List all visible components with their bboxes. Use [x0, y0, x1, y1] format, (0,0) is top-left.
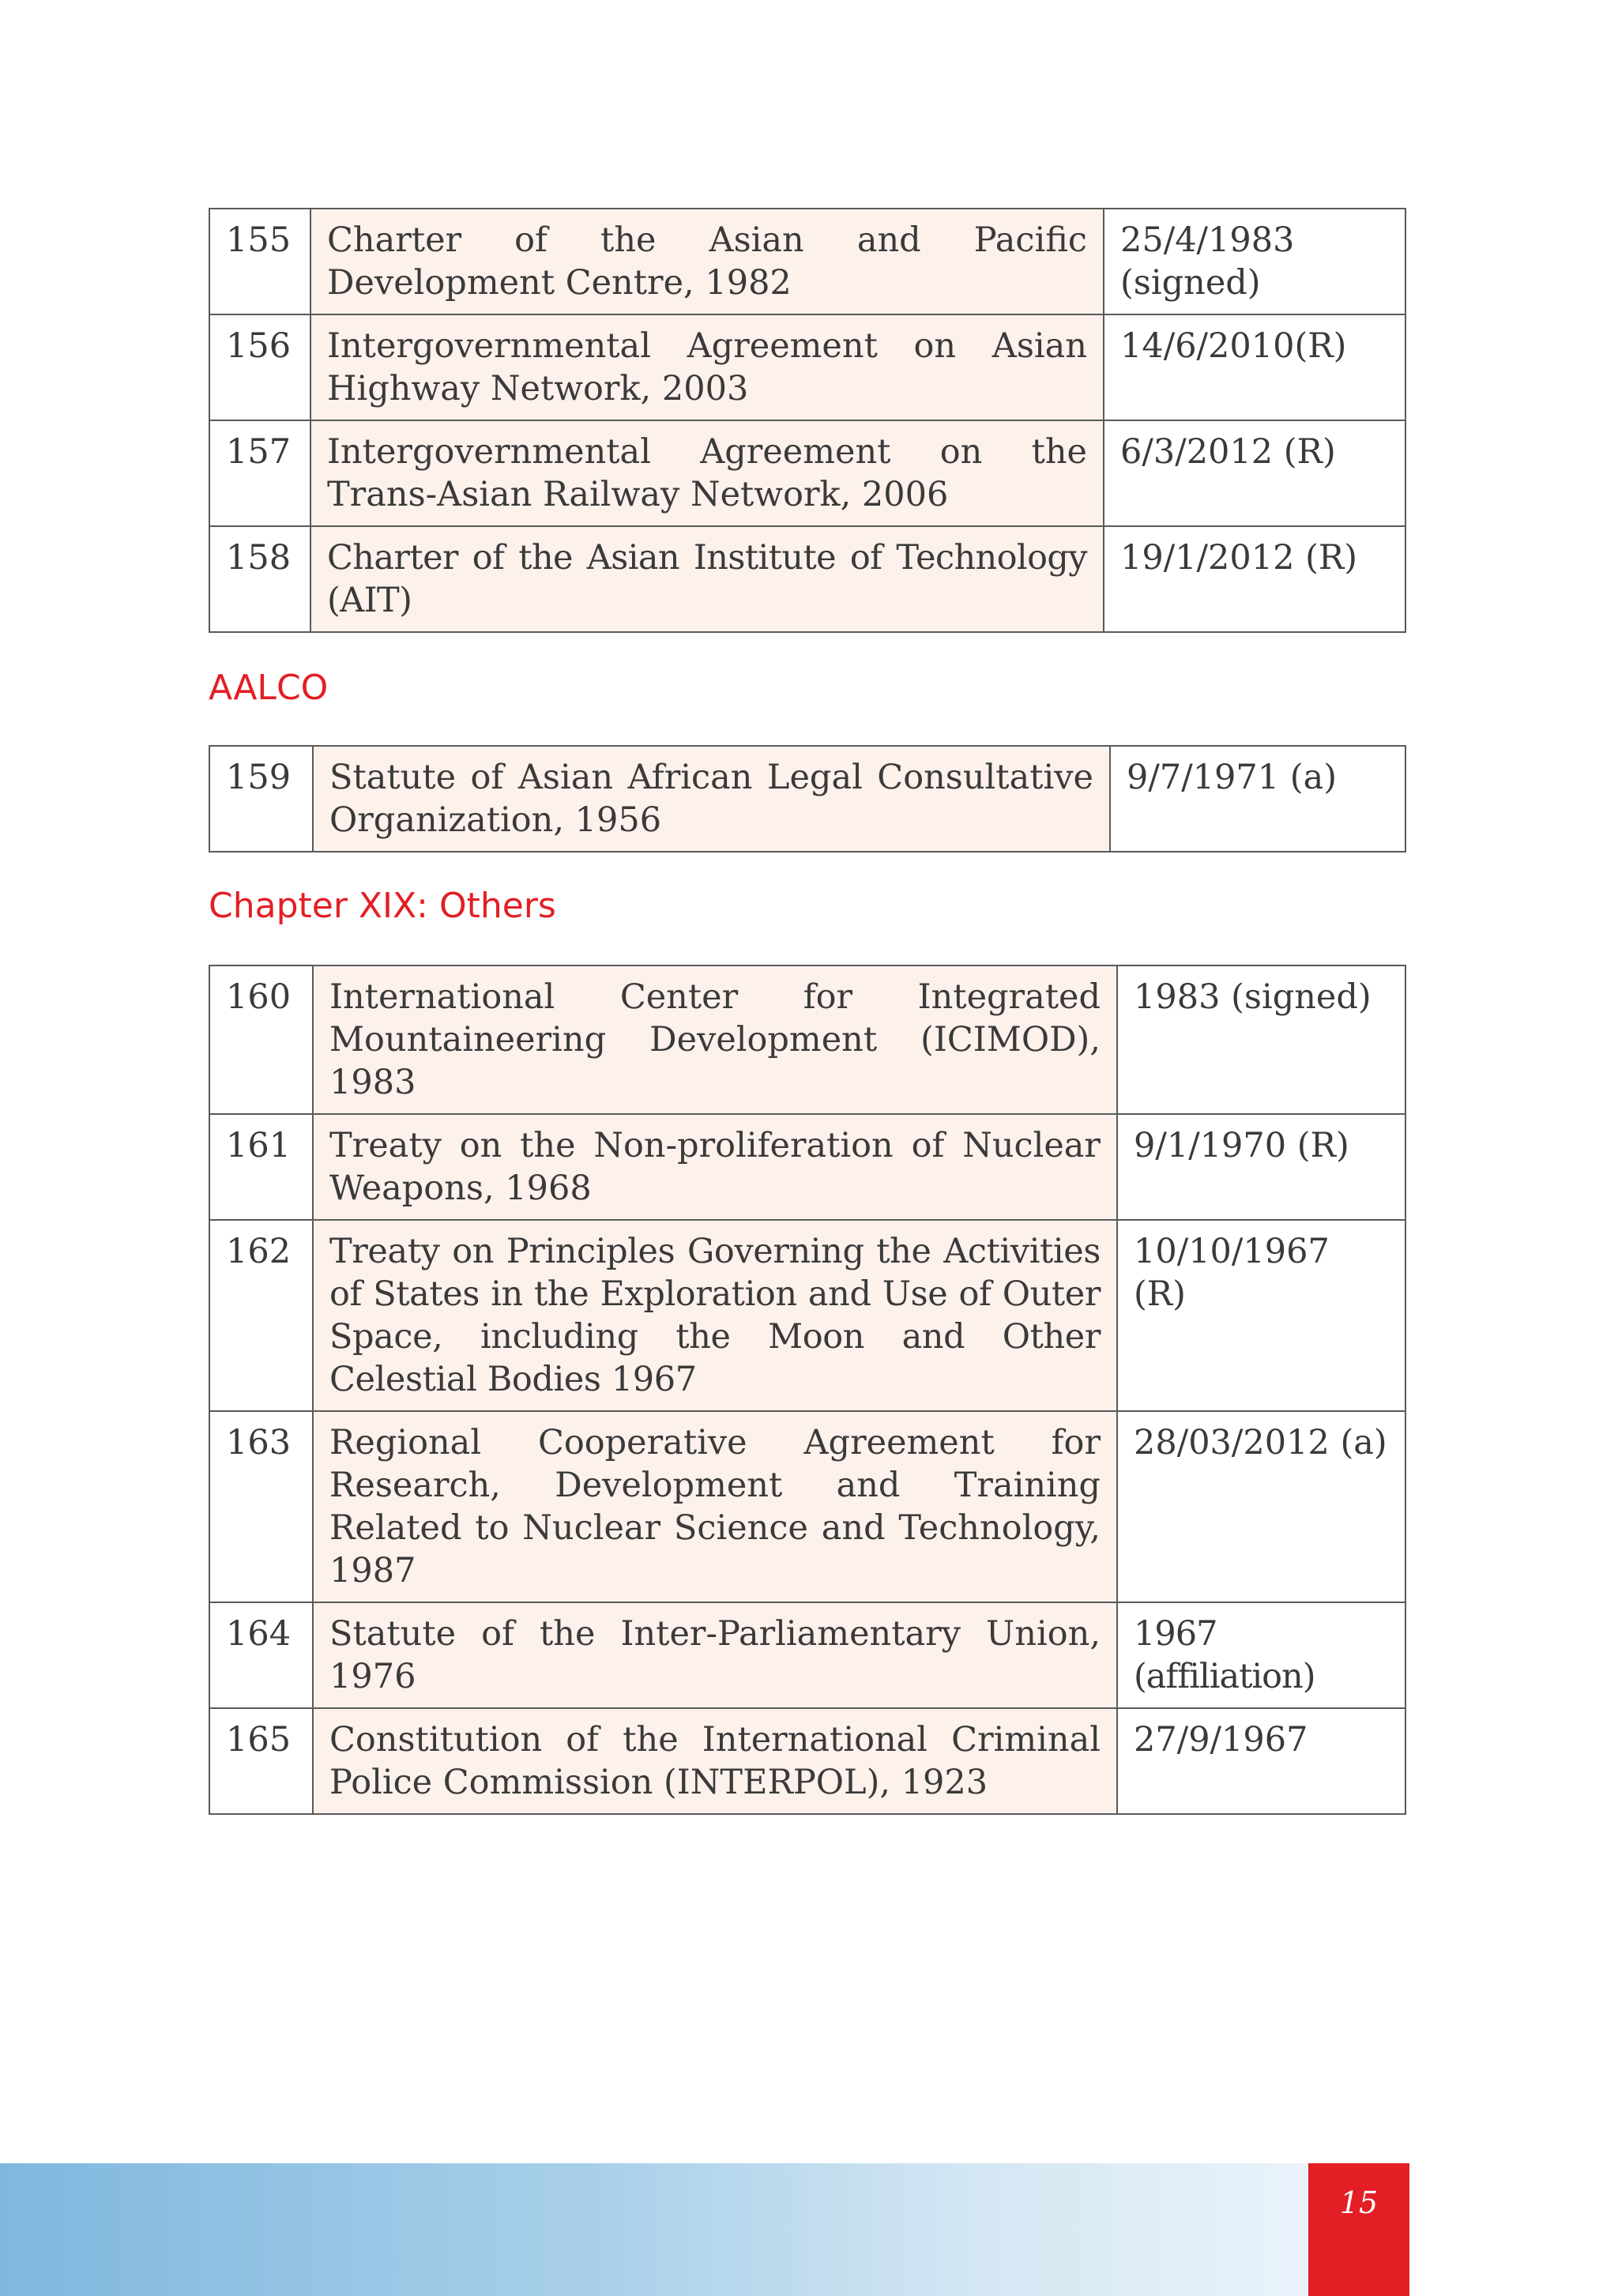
treaty-table-aalco: [209, 745, 1406, 853]
table-row: [209, 314, 1405, 420]
table-row: [209, 420, 1405, 526]
row-number: 158: [209, 526, 310, 632]
row-number: 157: [209, 420, 310, 526]
row-number: 164: [209, 1602, 313, 1708]
treaty-table-escap: [209, 208, 1406, 633]
row-number: 155: [209, 209, 310, 314]
table-row: [209, 1114, 1405, 1220]
row-number: 162: [209, 1220, 313, 1411]
row-number: 163: [209, 1411, 313, 1602]
section-heading-aalco: AALCO: [209, 668, 329, 708]
row-number: 156: [209, 314, 310, 420]
table-row: [209, 209, 1405, 314]
row-number: 161: [209, 1114, 313, 1220]
treaty-title: Statute of the Inter-Parliamentary Union, 1976: [313, 1602, 1117, 1708]
page-number-box: [1308, 2163, 1409, 2296]
treaty-title: Intergovernmental Agreement on the Trans-Asian Railway Network, 2006: [310, 420, 1104, 526]
row-number: 160: [209, 965, 313, 1114]
treaty-title: Constitution of the International Criminal Police Commission (INTERPOL), 1923: [313, 1708, 1117, 1814]
treaty-title: Charter of the Asian and Pacific Development Centre, 1982: [310, 209, 1104, 314]
page-number: 15: [1339, 2185, 1379, 2220]
treaty-status: 28/03/2012 (a): [1117, 1411, 1405, 1602]
section-heading-others: Chapter XIX: Others: [209, 886, 556, 926]
row-number: 159: [209, 746, 313, 852]
treaty-title: Charter of the Asian Institute of Technology (AIT): [310, 526, 1104, 632]
table-row: [209, 1411, 1405, 1602]
treaty-title: International Center for Integrated Mountaineering Development (ICIMOD), 1983: [313, 965, 1117, 1114]
table-row: [209, 965, 1405, 1114]
row-number: 165: [209, 1708, 313, 1814]
table-row: [209, 1708, 1405, 1814]
table-row: [209, 1220, 1405, 1411]
treaty-status: 9/1/1970 (R): [1117, 1114, 1405, 1220]
treaty-title: Treaty on Principles Governing the Activities of States in the Exploration and Use of Outer Space, including the Moon and Other Celestial Bodies 1967: [313, 1220, 1117, 1411]
page-content: [209, 208, 1406, 1815]
treaty-title: Regional Cooperative Agreement for Research, Development and Training Related to Nuclear Science and Technology, 1987: [313, 1411, 1117, 1602]
treaty-title: Treaty on the Non-proliferation of Nuclear Weapons, 1968: [313, 1114, 1117, 1220]
table-row: [209, 526, 1405, 632]
treaty-status: 27/9/1967: [1117, 1708, 1405, 1814]
treaty-status: 14/6/2010(R): [1104, 314, 1405, 420]
treaty-status: 19/1/2012 (R): [1104, 526, 1405, 632]
treaty-status: 9/7/1971 (a): [1110, 746, 1405, 852]
treaty-status: 25/4/1983 (signed): [1104, 209, 1405, 314]
table-row: [209, 746, 1405, 852]
treaty-table-others: [209, 965, 1406, 1815]
treaty-title: Intergovernmental Agreement on Asian Highway Network, 2003: [310, 314, 1104, 420]
treaty-title: Statute of Asian African Legal Consultative Organization, 1956: [313, 746, 1110, 852]
treaty-status: 1967 (affiliation): [1117, 1602, 1405, 1708]
treaty-status: 10/10/1967 (R): [1117, 1220, 1405, 1411]
footer-gradient-band: [0, 2163, 1308, 2296]
table-row: [209, 1602, 1405, 1708]
treaty-status: 6/3/2012 (R): [1104, 420, 1405, 526]
treaty-status: 1983 (signed): [1117, 965, 1405, 1114]
